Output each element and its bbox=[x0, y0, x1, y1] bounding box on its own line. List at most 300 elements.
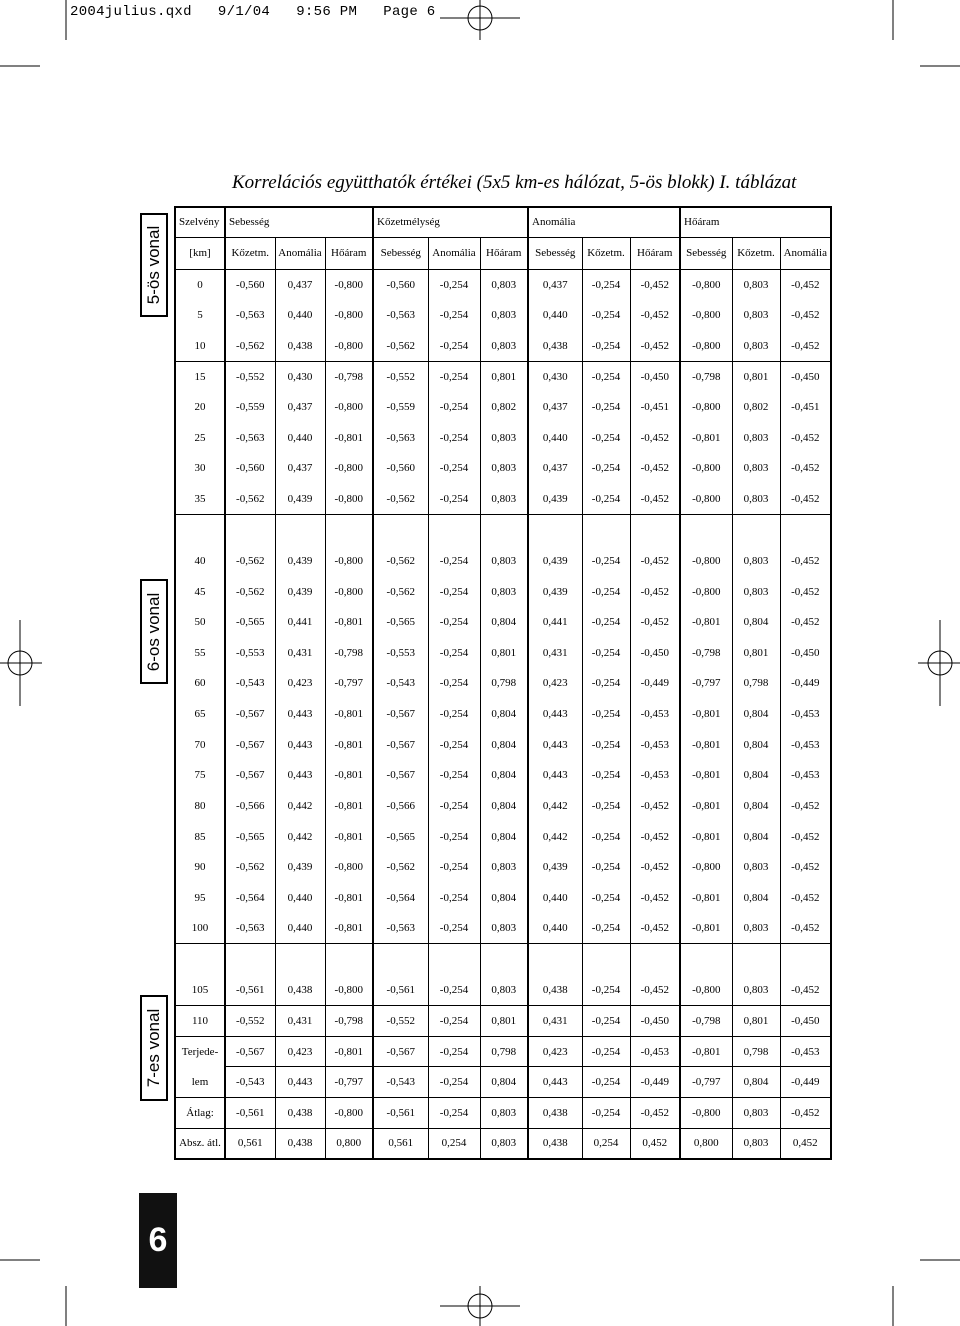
row-label-cell: 15 bbox=[175, 361, 225, 392]
value-cell: -0,254 bbox=[428, 607, 480, 638]
value-cell: 0,804 bbox=[732, 760, 780, 791]
value-cell: -0,452 bbox=[780, 791, 831, 822]
spacer-row bbox=[175, 944, 831, 975]
table-row bbox=[175, 729, 831, 760]
spacer-cell bbox=[528, 514, 582, 545]
value-cell: 0,440 bbox=[275, 422, 325, 453]
row-label-cell: Átlag: bbox=[175, 1098, 225, 1129]
group-header-cell: Hőáram bbox=[680, 207, 831, 237]
print-slug: 2004julius.qxd 9/1/04 9:56 PM Page 6 bbox=[70, 4, 436, 20]
value-cell: 0,802 bbox=[480, 392, 528, 423]
sub-header-cell: Sebesség bbox=[680, 237, 732, 269]
value-cell: -0,552 bbox=[225, 1006, 275, 1037]
table-row bbox=[175, 1006, 831, 1037]
value-cell: -0,800 bbox=[325, 576, 373, 607]
spacer-cell bbox=[680, 514, 732, 545]
value-cell: -0,800 bbox=[325, 484, 373, 515]
value-cell: -0,562 bbox=[225, 576, 275, 607]
value-cell: 0,803 bbox=[480, 1098, 528, 1129]
value-cell: -0,449 bbox=[780, 1067, 831, 1098]
sub-header-cell: Hőáram bbox=[630, 237, 680, 269]
row-label-cell: 110 bbox=[175, 1006, 225, 1037]
value-cell: -0,801 bbox=[680, 729, 732, 760]
value-cell: -0,452 bbox=[630, 484, 680, 515]
value-cell: -0,801 bbox=[325, 607, 373, 638]
value-cell: -0,798 bbox=[325, 637, 373, 668]
value-cell: -0,452 bbox=[630, 883, 680, 914]
value-cell: -0,254 bbox=[582, 453, 630, 484]
spacer-cell bbox=[225, 514, 275, 545]
spacer-cell bbox=[275, 944, 325, 975]
value-cell: 0,804 bbox=[732, 699, 780, 730]
value-cell: -0,254 bbox=[428, 975, 480, 1006]
spacer-cell bbox=[582, 944, 630, 975]
value-cell: -0,800 bbox=[680, 484, 732, 515]
value-cell: 0,440 bbox=[275, 913, 325, 944]
value-cell: -0,452 bbox=[630, 1098, 680, 1129]
value-cell: 0,437 bbox=[528, 392, 582, 423]
value-cell: -0,254 bbox=[582, 637, 630, 668]
value-cell: -0,560 bbox=[373, 269, 428, 300]
value-cell: -0,801 bbox=[680, 883, 732, 914]
sub-header-cell: Kőzetm. bbox=[225, 237, 275, 269]
value-cell: -0,254 bbox=[428, 453, 480, 484]
value-cell: 0,254 bbox=[428, 1128, 480, 1159]
table-row bbox=[175, 1128, 831, 1159]
row-label-cell: 55 bbox=[175, 637, 225, 668]
side-label-5-text: 5-ös vonal bbox=[144, 225, 163, 305]
value-cell: 0,430 bbox=[275, 361, 325, 392]
value-cell: -0,565 bbox=[225, 821, 275, 852]
value-cell: -0,254 bbox=[428, 1098, 480, 1129]
sub-header-cell: Anomália bbox=[780, 237, 831, 269]
value-cell: -0,543 bbox=[225, 1067, 275, 1098]
value-cell: -0,452 bbox=[780, 422, 831, 453]
value-cell: -0,800 bbox=[325, 269, 373, 300]
value-cell: -0,800 bbox=[680, 576, 732, 607]
value-cell: -0,801 bbox=[680, 607, 732, 638]
value-cell: -0,801 bbox=[325, 1036, 373, 1067]
value-cell: 0,439 bbox=[528, 484, 582, 515]
value-cell: 0,438 bbox=[528, 331, 582, 362]
value-cell: 0,438 bbox=[528, 1128, 582, 1159]
value-cell: 0,443 bbox=[275, 699, 325, 730]
value-cell: 0,452 bbox=[780, 1128, 831, 1159]
value-cell: 0,423 bbox=[528, 668, 582, 699]
value-cell: 0,802 bbox=[732, 392, 780, 423]
value-cell: -0,798 bbox=[680, 1006, 732, 1037]
value-cell: 0,431 bbox=[275, 1006, 325, 1037]
value-cell: -0,254 bbox=[582, 546, 630, 577]
value-cell: 0,804 bbox=[732, 883, 780, 914]
value-cell: -0,254 bbox=[582, 975, 630, 1006]
value-cell: -0,254 bbox=[428, 821, 480, 852]
spacer-cell bbox=[175, 944, 225, 975]
spacer-cell bbox=[780, 944, 831, 975]
sub-header-cell: [km] bbox=[175, 237, 225, 269]
spacer-cell bbox=[480, 514, 528, 545]
value-cell: -0,562 bbox=[373, 852, 428, 883]
value-cell: -0,552 bbox=[373, 1006, 428, 1037]
value-cell: -0,254 bbox=[428, 331, 480, 362]
table-row bbox=[175, 361, 831, 392]
value-cell: 0,440 bbox=[528, 300, 582, 331]
value-cell: 0,437 bbox=[275, 392, 325, 423]
value-cell: -0,800 bbox=[680, 392, 732, 423]
value-cell: -0,801 bbox=[325, 422, 373, 453]
group-header-cell: Anomália bbox=[528, 207, 680, 237]
spacer-cell bbox=[373, 944, 428, 975]
value-cell: -0,800 bbox=[325, 331, 373, 362]
sub-header-cell: Hőáram bbox=[325, 237, 373, 269]
table-row bbox=[175, 1067, 831, 1098]
value-cell: -0,254 bbox=[428, 791, 480, 822]
value-cell: -0,564 bbox=[373, 883, 428, 914]
value-cell: 0,798 bbox=[732, 668, 780, 699]
value-cell: -0,254 bbox=[582, 729, 630, 760]
value-cell: 0,804 bbox=[480, 729, 528, 760]
value-cell: 0,803 bbox=[732, 576, 780, 607]
correlation-table bbox=[174, 206, 832, 1160]
value-cell: -0,452 bbox=[630, 453, 680, 484]
value-cell: 0,438 bbox=[275, 1128, 325, 1159]
value-cell: -0,798 bbox=[325, 1006, 373, 1037]
value-cell: 0,438 bbox=[528, 975, 582, 1006]
value-cell: -0,254 bbox=[582, 484, 630, 515]
value-cell: 0,803 bbox=[480, 576, 528, 607]
value-cell: -0,800 bbox=[680, 1098, 732, 1129]
value-cell: 0,798 bbox=[732, 1036, 780, 1067]
table-row bbox=[175, 1036, 831, 1067]
side-label-6 bbox=[140, 579, 168, 684]
value-cell: 0,443 bbox=[275, 1067, 325, 1098]
sub-header-cell: Anomália bbox=[428, 237, 480, 269]
value-cell: -0,254 bbox=[582, 1006, 630, 1037]
row-label-cell: Terjede- bbox=[175, 1036, 225, 1067]
value-cell: -0,254 bbox=[582, 668, 630, 699]
side-label-6-text: 6-os vonal bbox=[144, 592, 163, 671]
spacer-cell bbox=[680, 944, 732, 975]
value-cell: 0,443 bbox=[528, 1067, 582, 1098]
value-cell: 0,803 bbox=[480, 422, 528, 453]
value-cell: 0,801 bbox=[480, 361, 528, 392]
value-cell: 0,561 bbox=[373, 1128, 428, 1159]
value-cell: -0,254 bbox=[582, 1036, 630, 1067]
value-cell: -0,450 bbox=[780, 1006, 831, 1037]
value-cell: 0,438 bbox=[275, 331, 325, 362]
value-cell: -0,254 bbox=[428, 637, 480, 668]
value-cell: -0,452 bbox=[780, 975, 831, 1006]
value-cell: 0,437 bbox=[528, 453, 582, 484]
value-cell: -0,453 bbox=[630, 760, 680, 791]
value-cell: 0,441 bbox=[528, 607, 582, 638]
value-cell: 0,804 bbox=[480, 821, 528, 852]
value-cell: -0,254 bbox=[428, 913, 480, 944]
spacer-cell bbox=[373, 514, 428, 545]
value-cell: 0,803 bbox=[480, 300, 528, 331]
row-label-cell: 80 bbox=[175, 791, 225, 822]
row-label-cell: 70 bbox=[175, 729, 225, 760]
spacer-cell bbox=[428, 514, 480, 545]
group-header-cell: Szelvény bbox=[175, 207, 225, 237]
value-cell: 0,431 bbox=[528, 1006, 582, 1037]
value-cell: -0,254 bbox=[428, 546, 480, 577]
value-cell: -0,254 bbox=[582, 300, 630, 331]
value-cell: -0,800 bbox=[325, 546, 373, 577]
value-cell: -0,254 bbox=[428, 422, 480, 453]
value-cell: 0,804 bbox=[480, 607, 528, 638]
sub-header-row bbox=[175, 237, 831, 269]
table-title: Korrelációs együtthatók értékei (5x5 km-es hálózat, 5-ös blokk) I. táblázat bbox=[232, 172, 797, 193]
row-label-cell: 90 bbox=[175, 852, 225, 883]
row-label-cell: 30 bbox=[175, 453, 225, 484]
value-cell: 0,442 bbox=[275, 791, 325, 822]
value-cell: 0,804 bbox=[732, 607, 780, 638]
value-cell: -0,452 bbox=[630, 791, 680, 822]
value-cell: -0,800 bbox=[680, 300, 732, 331]
value-cell: -0,254 bbox=[428, 699, 480, 730]
row-label-cell: 105 bbox=[175, 975, 225, 1006]
value-cell: -0,552 bbox=[373, 361, 428, 392]
group-header-cell: Sebesség bbox=[225, 207, 373, 237]
row-label-cell: 65 bbox=[175, 699, 225, 730]
value-cell: 0,443 bbox=[528, 729, 582, 760]
value-cell: -0,801 bbox=[325, 791, 373, 822]
table-row bbox=[175, 668, 831, 699]
value-cell: -0,453 bbox=[630, 699, 680, 730]
group-header-row bbox=[175, 207, 831, 237]
value-cell: -0,800 bbox=[325, 1098, 373, 1129]
value-cell: -0,452 bbox=[630, 576, 680, 607]
side-label-5 bbox=[140, 213, 168, 317]
value-cell: -0,800 bbox=[325, 453, 373, 484]
value-cell: 0,803 bbox=[480, 1128, 528, 1159]
spacer-cell bbox=[780, 514, 831, 545]
value-cell: -0,452 bbox=[780, 453, 831, 484]
value-cell: -0,254 bbox=[582, 699, 630, 730]
value-cell: -0,254 bbox=[582, 392, 630, 423]
value-cell: 0,439 bbox=[275, 852, 325, 883]
value-cell: -0,562 bbox=[373, 576, 428, 607]
row-label-cell: 85 bbox=[175, 821, 225, 852]
value-cell: 0,803 bbox=[480, 546, 528, 577]
row-label-cell: 50 bbox=[175, 607, 225, 638]
value-cell: -0,452 bbox=[780, 546, 831, 577]
value-cell: -0,543 bbox=[373, 1067, 428, 1098]
value-cell: -0,801 bbox=[680, 699, 732, 730]
row-label-cell: 25 bbox=[175, 422, 225, 453]
value-cell: 0,431 bbox=[275, 637, 325, 668]
spacer-cell bbox=[582, 514, 630, 545]
value-cell: -0,254 bbox=[582, 607, 630, 638]
value-cell: -0,452 bbox=[780, 883, 831, 914]
value-cell: 0,803 bbox=[732, 269, 780, 300]
value-cell: -0,798 bbox=[680, 361, 732, 392]
value-cell: 0,800 bbox=[680, 1128, 732, 1159]
value-cell: -0,254 bbox=[428, 1067, 480, 1098]
value-cell: -0,801 bbox=[680, 791, 732, 822]
value-cell: -0,254 bbox=[428, 1006, 480, 1037]
table-row bbox=[175, 484, 831, 515]
value-cell: -0,452 bbox=[630, 300, 680, 331]
value-cell: -0,566 bbox=[225, 791, 275, 822]
table-row bbox=[175, 913, 831, 944]
value-cell: -0,452 bbox=[630, 607, 680, 638]
value-cell: -0,451 bbox=[630, 392, 680, 423]
value-cell: -0,564 bbox=[225, 883, 275, 914]
value-cell: -0,254 bbox=[582, 576, 630, 607]
value-cell: 0,801 bbox=[480, 637, 528, 668]
value-cell: -0,562 bbox=[225, 484, 275, 515]
value-cell: -0,254 bbox=[582, 883, 630, 914]
side-label-7 bbox=[140, 995, 168, 1101]
row-label-cell: 20 bbox=[175, 392, 225, 423]
table-row bbox=[175, 821, 831, 852]
value-cell: 0,804 bbox=[732, 1067, 780, 1098]
value-cell: -0,563 bbox=[225, 422, 275, 453]
value-cell: -0,797 bbox=[325, 1067, 373, 1098]
value-cell: 0,803 bbox=[732, 422, 780, 453]
table-row bbox=[175, 760, 831, 791]
value-cell: -0,254 bbox=[582, 269, 630, 300]
table-row bbox=[175, 453, 831, 484]
row-label-cell: Absz. átl. bbox=[175, 1128, 225, 1159]
table-row bbox=[175, 331, 831, 362]
value-cell: 0,803 bbox=[732, 852, 780, 883]
value-cell: -0,450 bbox=[630, 361, 680, 392]
value-cell: -0,254 bbox=[428, 668, 480, 699]
value-cell: -0,560 bbox=[225, 269, 275, 300]
spacer-cell bbox=[732, 944, 780, 975]
value-cell: 0,439 bbox=[528, 546, 582, 577]
value-cell: -0,566 bbox=[373, 791, 428, 822]
table-row bbox=[175, 975, 831, 1006]
value-cell: -0,567 bbox=[225, 729, 275, 760]
value-cell: -0,797 bbox=[325, 668, 373, 699]
value-cell: -0,801 bbox=[325, 883, 373, 914]
value-cell: -0,801 bbox=[325, 699, 373, 730]
value-cell: -0,801 bbox=[680, 760, 732, 791]
row-label-cell: 75 bbox=[175, 760, 225, 791]
value-cell: -0,254 bbox=[582, 760, 630, 791]
value-cell: -0,801 bbox=[680, 1036, 732, 1067]
sub-header-cell: Kőzetm. bbox=[732, 237, 780, 269]
value-cell: -0,452 bbox=[780, 1098, 831, 1129]
value-cell: 0,441 bbox=[275, 607, 325, 638]
value-cell: -0,254 bbox=[428, 392, 480, 423]
value-cell: -0,562 bbox=[373, 546, 428, 577]
value-cell: 0,442 bbox=[528, 821, 582, 852]
value-cell: -0,453 bbox=[780, 760, 831, 791]
value-cell: 0,803 bbox=[732, 484, 780, 515]
value-cell: -0,800 bbox=[680, 269, 732, 300]
value-cell: -0,453 bbox=[630, 1036, 680, 1067]
page-number: 6 bbox=[139, 1193, 177, 1288]
value-cell: -0,254 bbox=[582, 422, 630, 453]
value-cell: -0,254 bbox=[582, 1098, 630, 1129]
value-cell: 0,803 bbox=[480, 269, 528, 300]
value-cell: -0,800 bbox=[325, 300, 373, 331]
group-header-cell: Kőzetmélység bbox=[373, 207, 528, 237]
value-cell: -0,801 bbox=[325, 760, 373, 791]
value-cell: -0,449 bbox=[630, 1067, 680, 1098]
table-row bbox=[175, 392, 831, 423]
value-cell: 0,443 bbox=[275, 729, 325, 760]
value-cell: -0,800 bbox=[325, 852, 373, 883]
value-cell: -0,450 bbox=[630, 1006, 680, 1037]
row-label-cell: lem bbox=[175, 1067, 225, 1098]
value-cell: -0,563 bbox=[225, 300, 275, 331]
value-cell: -0,452 bbox=[780, 484, 831, 515]
value-cell: -0,254 bbox=[428, 729, 480, 760]
value-cell: 0,803 bbox=[732, 331, 780, 362]
value-cell: -0,800 bbox=[325, 975, 373, 1006]
value-cell: -0,254 bbox=[582, 331, 630, 362]
value-cell: 0,800 bbox=[325, 1128, 373, 1159]
value-cell: -0,567 bbox=[373, 729, 428, 760]
value-cell: 0,440 bbox=[275, 300, 325, 331]
value-cell: 0,440 bbox=[528, 422, 582, 453]
value-cell: -0,567 bbox=[225, 760, 275, 791]
value-cell: 0,438 bbox=[528, 1098, 582, 1129]
value-cell: -0,452 bbox=[630, 331, 680, 362]
value-cell: 0,437 bbox=[528, 269, 582, 300]
row-label-cell: 45 bbox=[175, 576, 225, 607]
value-cell: 0,443 bbox=[528, 760, 582, 791]
value-cell: -0,801 bbox=[680, 821, 732, 852]
value-cell: -0,450 bbox=[780, 361, 831, 392]
value-cell: -0,453 bbox=[780, 729, 831, 760]
value-cell: -0,561 bbox=[373, 1098, 428, 1129]
value-cell: -0,800 bbox=[680, 331, 732, 362]
value-cell: -0,552 bbox=[225, 361, 275, 392]
value-cell: -0,800 bbox=[325, 392, 373, 423]
value-cell: -0,563 bbox=[373, 300, 428, 331]
value-cell: -0,452 bbox=[630, 913, 680, 944]
spacer-cell bbox=[528, 944, 582, 975]
spacer-row bbox=[175, 514, 831, 545]
value-cell: -0,450 bbox=[630, 637, 680, 668]
value-cell: -0,254 bbox=[428, 576, 480, 607]
value-cell: 0,804 bbox=[480, 883, 528, 914]
value-cell: -0,254 bbox=[428, 300, 480, 331]
value-cell: -0,452 bbox=[780, 607, 831, 638]
value-cell: -0,801 bbox=[680, 422, 732, 453]
value-cell: 0,803 bbox=[732, 975, 780, 1006]
value-cell: -0,800 bbox=[680, 453, 732, 484]
value-cell: -0,559 bbox=[225, 392, 275, 423]
value-cell: -0,449 bbox=[630, 668, 680, 699]
row-label-cell: 0 bbox=[175, 269, 225, 300]
row-label-cell: 100 bbox=[175, 913, 225, 944]
value-cell: 0,801 bbox=[732, 1006, 780, 1037]
value-cell: -0,451 bbox=[780, 392, 831, 423]
table-row bbox=[175, 300, 831, 331]
value-cell: -0,801 bbox=[680, 913, 732, 944]
table-row bbox=[175, 269, 831, 300]
value-cell: -0,254 bbox=[582, 361, 630, 392]
value-cell: -0,254 bbox=[582, 821, 630, 852]
value-cell: -0,800 bbox=[680, 852, 732, 883]
value-cell: 0,440 bbox=[275, 883, 325, 914]
value-cell: -0,254 bbox=[428, 361, 480, 392]
value-cell: 0,804 bbox=[480, 1067, 528, 1098]
value-cell: 0,803 bbox=[732, 546, 780, 577]
value-cell: -0,543 bbox=[225, 668, 275, 699]
value-cell: -0,561 bbox=[225, 1098, 275, 1129]
row-label-cell: 95 bbox=[175, 883, 225, 914]
value-cell: -0,562 bbox=[225, 852, 275, 883]
